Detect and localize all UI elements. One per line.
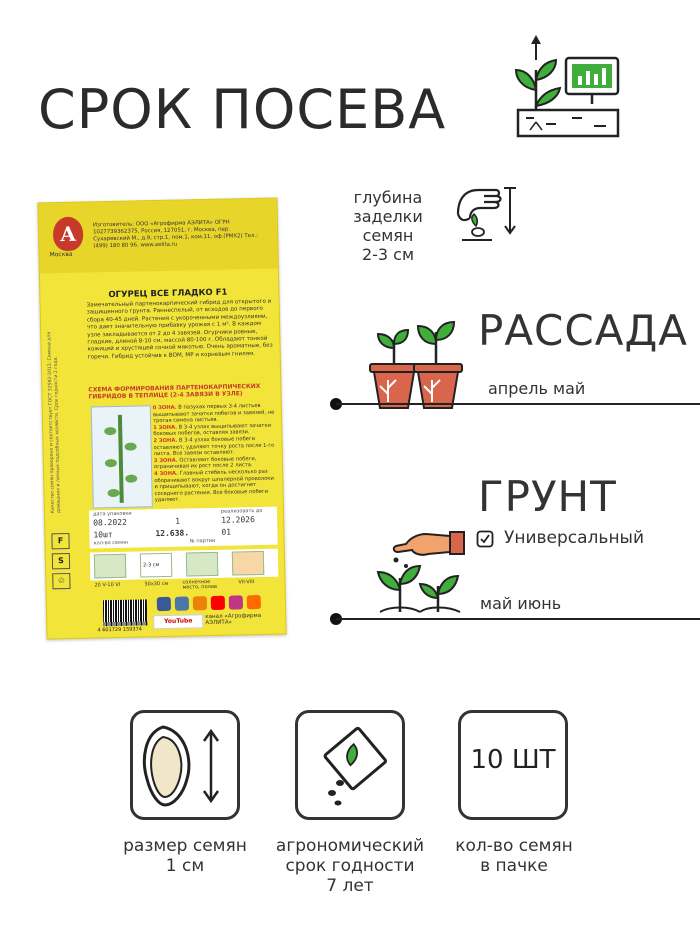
vk-icon: [175, 596, 189, 610]
seed-packet-icon: [298, 713, 402, 817]
pack-date-label: дата упаковки: [92, 510, 132, 518]
depth-mini-icon: [140, 553, 172, 578]
icon-label: 20 V-10 VI: [94, 581, 121, 589]
side-text: Качество семян проверено и соответствует ГОСТ 32592-2013. Семена для домашних и личных подсобных хозяйств. Срок годности 2 года.: [47, 331, 62, 514]
aelita-logo: А: [53, 217, 84, 252]
best-before: 12.2026: [221, 515, 255, 525]
pack-date: 08.2022: [93, 517, 127, 528]
seedling-months: апрель май: [488, 379, 586, 398]
shelf-life-card: [295, 710, 405, 820]
zones-list: [153, 403, 277, 504]
facebook-icon: [157, 597, 171, 611]
checkbox-checked-icon: [476, 530, 494, 548]
shelf-life-label: агрономический срок годности 7 лет: [275, 836, 425, 896]
seed-count-value: 10 ШТ: [470, 745, 556, 775]
qty-label: кол-во семян: [93, 539, 129, 547]
batch-value: 12.638.: [155, 528, 190, 539]
seed-packet-image: [37, 198, 286, 640]
leaf: [104, 427, 116, 435]
barcode-number: 4 601729 159374: [97, 626, 143, 634]
batch-label: № партии: [189, 537, 216, 545]
seed-size-label: размер семян 1 см: [123, 836, 247, 876]
seedling-pots-icon: [366, 318, 466, 412]
icon-label: 50x30 см: [144, 580, 169, 588]
product-description: Замечательный партенокарпический гибрид для открытого и защищенного грунта. Раннеспелый, от всходов до первого сбора 40-45 дней. Растения с укороченными междоузлиями, что дает значительную прибавку урожая с 1 м². В каждом узле закладывается от 2 до 4 завязей. Огурчики ровные, гладкие, длиной 8-10 см, массой 80-100 г. Обладают тонкой кожицей и хрустящей сочной мякотью. Очень ароматные, без горечи. Гибрид устойчив к ВОМ, МР и корневым гнилям.: [86, 298, 273, 361]
youtube-small-icon: [211, 596, 225, 610]
scheme-illustration: [91, 405, 153, 508]
best-before-label: реализовать до: [220, 507, 263, 515]
ground-months: май июнь: [480, 594, 562, 613]
icon-label: солнечное место, полив: [182, 579, 218, 591]
pack-number: 1: [175, 516, 181, 526]
timeline-line: [336, 403, 700, 405]
youtube-badge: YouTube: [153, 614, 203, 629]
sowing-depth-text: [338, 188, 438, 264]
s-mark-icon: S: [52, 553, 70, 569]
plant-stem: [118, 415, 124, 503]
spacing-icon: [186, 552, 218, 577]
leaf: [125, 475, 137, 483]
instagram-icon: [229, 595, 243, 609]
youtube-channel: канал «Агрофирма АЭЛИТА»: [205, 612, 262, 627]
seedling-title: РАССАДА: [478, 306, 688, 355]
telegram-icon: [247, 595, 261, 609]
hand-seed-depth-icon: [448, 178, 520, 248]
harvest-icon: [232, 551, 264, 576]
sprout-monitor-icon: [512, 30, 624, 140]
zone-item: 2 ЗОНА. В 3-4 узлах боковые побеги оставляют, удаляют точку роста после 1-го листа. Все завязи оставляют.: [153, 436, 275, 458]
zone-item: 0 ЗОНА. В пазухах первых 3-4 листьев выщипывают зачатки побегов и завязей, не трогая семена листьев.: [152, 402, 275, 425]
leaf: [125, 443, 137, 451]
seed-size-card: [130, 710, 240, 820]
soil-type-label: Универсальный: [504, 528, 645, 548]
depth-line: глубина: [353, 188, 423, 207]
depth-mini-label: 2-3 см: [143, 562, 160, 569]
icon-label: VII-VIII: [238, 579, 255, 586]
sowing-time-icon: [94, 554, 126, 579]
packet-icon-strip: [90, 549, 279, 581]
depth-line: семян: [362, 226, 414, 245]
ground-title: ГРУНТ: [478, 472, 617, 521]
hand-planting-icon: [366, 526, 470, 618]
timeline-line: [336, 618, 700, 620]
recycle-icon: ♲: [52, 573, 70, 589]
logo-subtitle: Москва: [49, 250, 73, 259]
depth-line: заделки: [353, 207, 423, 226]
zone-item: 3 ЗОНА. Оставляют боковые побеги, ограничивая их рост после 2 листа.: [153, 455, 257, 471]
leaf: [107, 489, 119, 497]
f-mark-icon: F: [51, 533, 69, 549]
batch-suffix: 01: [221, 527, 232, 537]
seed-count-label: кол-во семян в пачке: [455, 836, 573, 876]
zone-item: 4 ЗОНА. Главный стебель несколько раз оборачивают вокруг шпалерной проволоки и прищипывают, когда он достигнет соседнего растения. Все боковые побеги удаляют.: [154, 468, 274, 504]
scheme-title: СХЕМА ФОРМИРОВАНИЯ ПАРТЕНОКАРПИЧЕСКИХ ГИБРИДОВ В ТЕПЛИЦЕ (2-4 ЗАВЯЗИ В УЗЛЕ): [88, 382, 261, 401]
leaf: [105, 459, 117, 467]
seed-count-card: [458, 710, 568, 820]
manufacturer-text: Изготовитель: ООО «Агрофирма АЭЛИТА» ОГРН 1027739362375, Россия, 127051, г. Москва, пер. Сухаревский М., д.9, стр.1, пом.1, ком.11, оф.(РМХ2) Тел.: (499) 180 80 96. www.aelita.ru: [92, 219, 258, 250]
barcode: [103, 599, 148, 626]
packet-info-box: [89, 507, 278, 549]
packet-left-icons: [51, 533, 82, 594]
page-title: СРОК ПОСЕВА: [38, 78, 447, 141]
zone-item: 1 ЗОНА. В 3-4 узлах выщипывают зачатки боковых побегов, оставляя завязи.: [153, 422, 271, 438]
odnoklassniki-icon: [193, 596, 207, 610]
qty-value: 10шт: [93, 530, 113, 540]
seed-size-icon: [133, 713, 237, 817]
product-title: ОГУРЕЦ ВСЕ ГЛАДКО F1: [108, 287, 228, 301]
depth-line: 2-3 см: [361, 245, 415, 264]
